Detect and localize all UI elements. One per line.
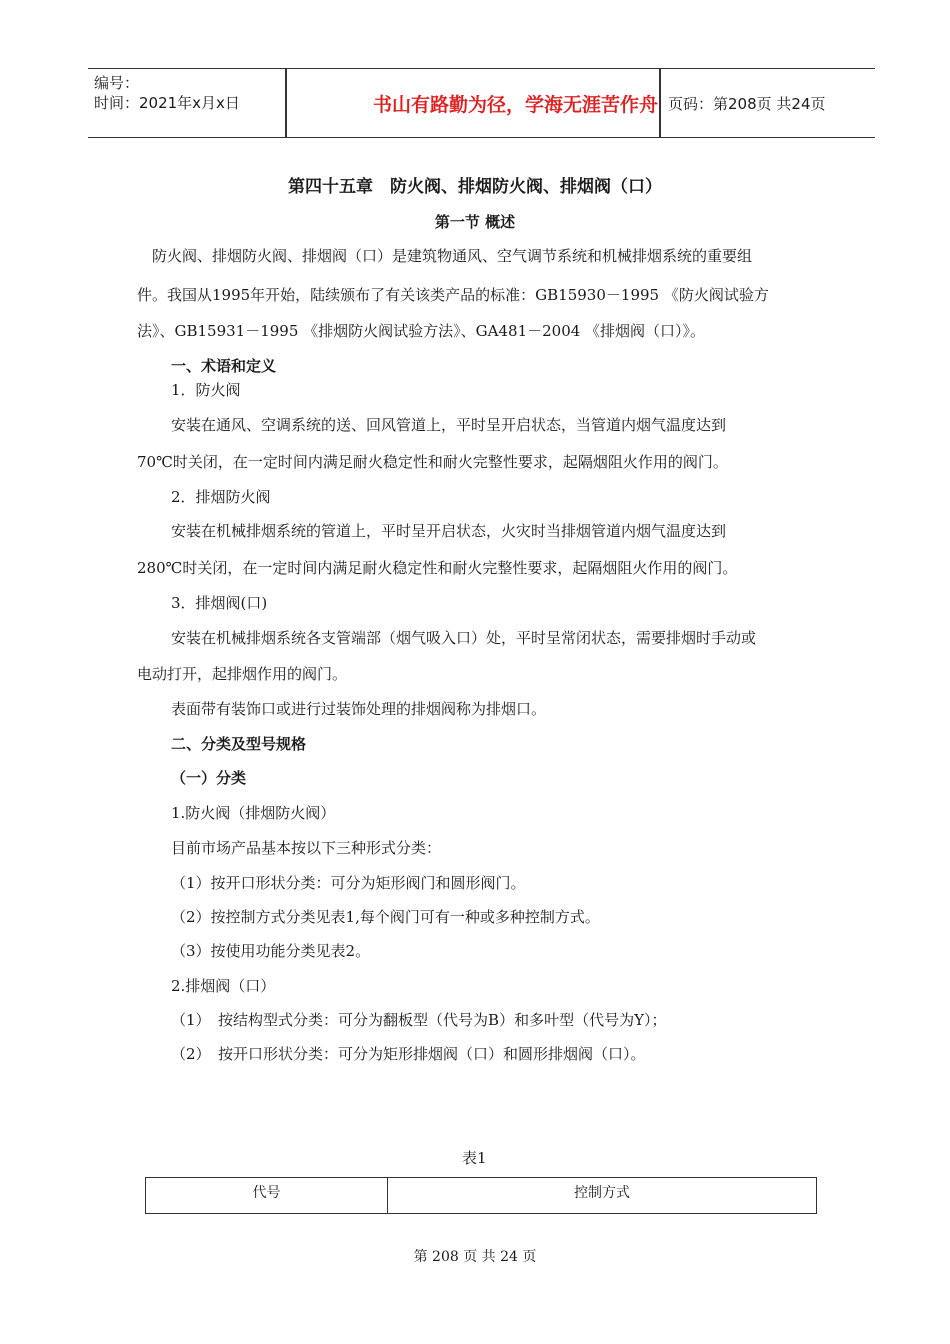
table-header-control: 控制方式: [574, 1185, 630, 1201]
term-1-text: 70℃时关闭，在一定时间内满足耐火稳定性和耐火完整性要求，起隔烟阻火作用的阀门。: [137, 453, 728, 471]
term-2-text: 280℃时关闭，在一定时间内满足耐火稳定性和耐火完整性要求，起隔烟阻火作用的阀门。: [137, 559, 738, 577]
class-1-list-item: （3）按使用功能分类见表2。: [171, 942, 371, 960]
section-title: 第一节 概述: [434, 213, 516, 231]
page-header: [88, 68, 875, 138]
class-1-intro: 目前市场产品基本按以下三种形式分类：: [171, 839, 442, 857]
term-3-label: 3．排烟阀(口): [171, 594, 268, 612]
term-2-text: 安装在机械排烟系统的管道上，平时呈开启状态，火灾时当排烟管道内烟气温度达到: [171, 522, 727, 540]
classification-subheading: （一）分类: [171, 769, 247, 787]
header-meta: [94, 73, 240, 113]
intro-line: 件。我国从1995年开始，陆续颁布了有关该类产品的标准：GB15930－1995 《防火阀试验方: [137, 286, 769, 304]
chapter-title: 第四十五章 防火阀、排烟防火阀、排烟阀（口）: [288, 177, 662, 197]
class-1-list-item: （2）按控制方式分类见表1,每个阀门可有一种或多种控制方式。: [171, 908, 600, 926]
term-3-note: 表面带有装饰口或进行过装饰处理的排烟阀称为排烟口。: [171, 700, 547, 718]
header-motto: 书山有路勤为径，学海无涯苦作舟: [372, 93, 658, 116]
term-2-label: 2．排烟防火阀: [171, 488, 271, 506]
doc-number-label: 编号：: [94, 74, 140, 92]
classification-heading: 二、分类及型号规格: [171, 735, 307, 753]
class-1-list-item: （1）按开口形状分类：可分为矩形阀门和圆形阀门。: [171, 874, 526, 892]
term-3-text: 安装在机械排烟系统各支管端部（烟气吸入口）处，平时呈常闭状态，需要排烟时手动或: [171, 629, 757, 647]
header-divider: [659, 69, 661, 137]
class-2-label: 2.排烟阀（口）: [171, 977, 276, 995]
class-2-list-item: （1） 按结构型式分类：可分为翻板型（代号为B）和多叶型（代号为Y）；: [171, 1011, 667, 1029]
intro-line: 防火阀、排烟防火阀、排烟阀（口）是建筑物通风、空气调节系统和机械排烟系统的重要组: [152, 247, 753, 265]
page-footer: 第 208 页 共 24 页: [413, 1249, 537, 1265]
class-1-label: 1.防火阀（排烟防火阀）: [171, 804, 336, 822]
terms-heading: 一、术语和定义: [171, 357, 277, 375]
doc-time-label: 时间：2021年x月x日: [94, 94, 240, 112]
table-header-code: 代号: [252, 1185, 281, 1201]
intro-line: 法》、GB15931－1995 《排烟防火阀试验方法》、GA481－2004 《排烟阀（口）》。: [137, 322, 706, 340]
term-1-text: 安装在通风、空调系统的送、回风管道上，平时呈开启状态，当管道内烟气温度达到: [171, 416, 727, 434]
table-1: [145, 1177, 817, 1214]
class-2-list-item: （2） 按开口形状分类：可分为矩形排烟阀（口）和圆形排烟阀（口）。: [171, 1045, 646, 1063]
term-3-text: 电动打开，起排烟作用的阀门。: [137, 665, 348, 683]
table-caption: 表1: [462, 1149, 487, 1167]
term-1-label: 1．防火阀: [171, 381, 241, 399]
header-page-info: 页码：第208页 共24页: [668, 94, 826, 113]
